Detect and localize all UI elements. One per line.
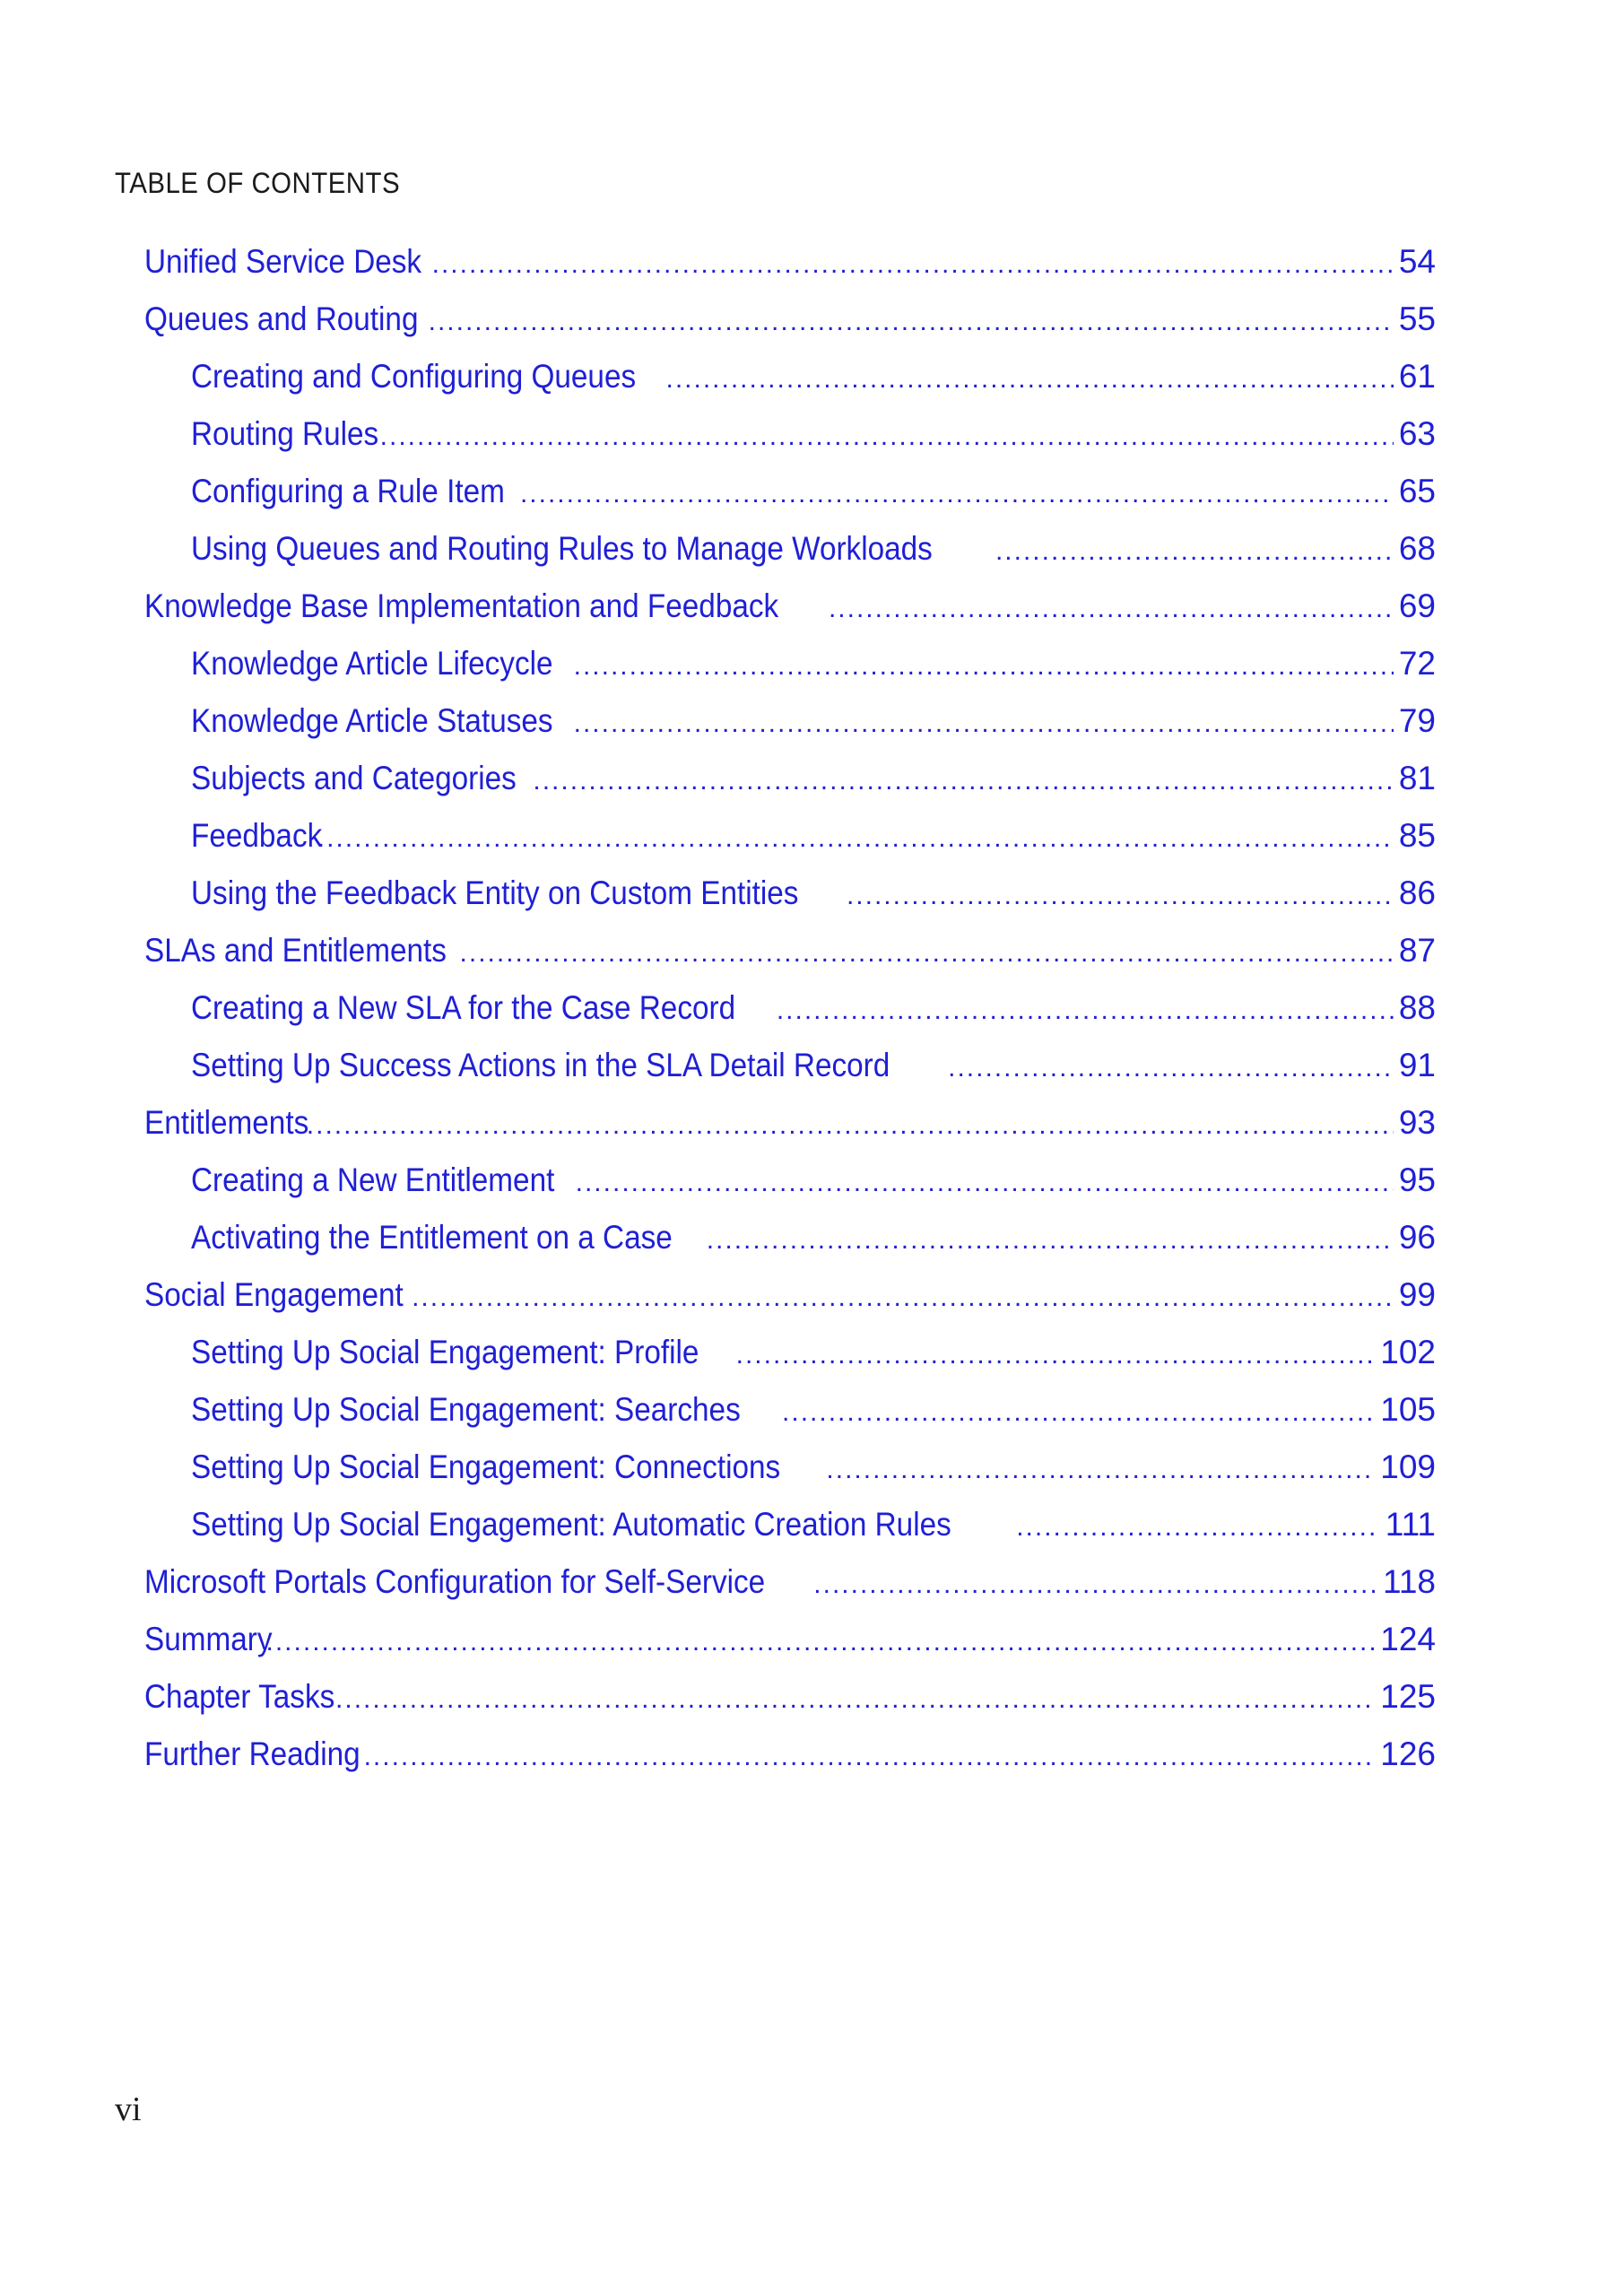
dot-leader (948, 1039, 1394, 1097)
toc-entry[interactable] (144, 1611, 1436, 1668)
toc-entry-page: 125 (1380, 1678, 1436, 1715)
toc-entry-page: 72 (1398, 645, 1436, 682)
toc-entry-title: SLAs and Entitlements (144, 932, 447, 969)
toc-entry[interactable] (144, 1266, 1436, 1324)
dot-leader (666, 351, 1394, 408)
toc-entry-title: Social Engagement (144, 1276, 404, 1313)
toc-entry-page: 69 (1398, 587, 1436, 624)
dot-leader (307, 1097, 1394, 1154)
toc-entry-page: 55 (1398, 300, 1436, 337)
toc-subentry[interactable] (144, 1324, 1436, 1381)
toc-entry-title: Unified Service Desk (144, 243, 422, 280)
toc-entry-page: 61 (1398, 358, 1436, 395)
toc-entry-title: Activating the Entitlement on a Case (191, 1219, 673, 1256)
toc-entry[interactable] (144, 291, 1436, 348)
toc-subentry[interactable] (144, 405, 1436, 463)
toc-subentry[interactable] (144, 1037, 1436, 1094)
toc-entry-title: Summary (144, 1621, 273, 1657)
dot-leader (829, 580, 1394, 638)
toc-entry-title: Setting Up Social Engagement: Connections (191, 1448, 781, 1485)
toc-entry-page: 95 (1398, 1161, 1436, 1198)
toc-entry-page: 105 (1380, 1391, 1436, 1428)
toc-entry-title: Knowledge Article Statuses (191, 702, 553, 739)
toc-entry-page: 81 (1398, 760, 1436, 796)
toc-subentry[interactable] (144, 692, 1436, 750)
toc-entry-title: Feedback (191, 817, 323, 854)
toc-entry-title: Creating a New Entitlement (191, 1161, 555, 1198)
toc-subentry[interactable] (144, 1381, 1436, 1439)
toc-subentry[interactable] (144, 750, 1436, 807)
toc-entry-page: 85 (1398, 817, 1436, 854)
toc-entry-page: 86 (1398, 874, 1436, 911)
toc-entry-page: 102 (1380, 1334, 1436, 1370)
toc-subentry[interactable] (144, 1439, 1436, 1496)
dot-leader (364, 1728, 1376, 1786)
toc-entry-page: 87 (1398, 932, 1436, 969)
dot-leader (412, 1269, 1394, 1326)
toc-entry-page: 93 (1398, 1104, 1436, 1141)
dot-leader (317, 810, 1394, 867)
toc-entry-page: 91 (1398, 1047, 1436, 1083)
dot-leader (432, 236, 1394, 293)
toc-subentry[interactable] (144, 348, 1436, 405)
toc-entry-title: Routing Rules (191, 415, 379, 452)
dot-leader (460, 925, 1394, 982)
dot-leader (777, 982, 1394, 1039)
toc-subentry[interactable] (144, 1152, 1436, 1209)
toc-entry-title: Microsoft Portals Configuration for Self-Service (144, 1563, 766, 1600)
dot-leader (574, 638, 1394, 695)
toc-entry-page: 63 (1398, 415, 1436, 452)
toc-entry-page: 99 (1398, 1276, 1436, 1313)
toc-entry-page: 68 (1398, 530, 1436, 567)
page-number: vi (115, 2091, 142, 2128)
dot-leader (847, 867, 1394, 925)
toc-entry-title: Setting Up Success Actions in the SLA Detail Record (191, 1047, 890, 1083)
toc-subentry[interactable] (144, 520, 1436, 578)
toc-entry-title: Subjects and Categories (191, 760, 517, 796)
toc-entry-title: Knowledge Article Lifecycle (191, 645, 553, 682)
toc-subentry[interactable] (144, 1209, 1436, 1266)
toc-entry-page: 79 (1398, 702, 1436, 739)
toc-subentry[interactable] (144, 865, 1436, 922)
toc-entry[interactable] (144, 233, 1436, 291)
dot-leader (826, 1441, 1375, 1499)
dot-leader (380, 408, 1394, 465)
toc-subentry[interactable] (144, 463, 1436, 520)
toc-subentry[interactable] (144, 1496, 1436, 1553)
toc-subentry[interactable] (144, 807, 1436, 865)
toc-entry-page: 118 (1383, 1563, 1436, 1600)
dot-leader (335, 1671, 1375, 1728)
toc-entry[interactable] (144, 1726, 1436, 1783)
toc-entry-title: Setting Up Social Engagement: Searches (191, 1391, 741, 1428)
toc-entry[interactable] (144, 1668, 1436, 1726)
running-head: TABLE OF CONTENTS (115, 167, 401, 199)
toc-entry[interactable] (144, 922, 1436, 979)
toc-entry[interactable] (144, 578, 1436, 635)
toc-entry-title: Using Queues and Routing Rules to Manage Workloads (191, 530, 933, 567)
dot-leader (533, 752, 1393, 810)
toc-entry-title: Setting Up Social Engagement: Profile (191, 1334, 699, 1370)
dot-leader (813, 1556, 1377, 1613)
toc-entry[interactable] (144, 1553, 1436, 1611)
toc-entry-title: Entitlements (144, 1104, 309, 1141)
dot-leader (707, 1212, 1394, 1269)
toc-entry-page: 65 (1398, 473, 1436, 509)
toc-entry-page: 96 (1398, 1219, 1436, 1256)
toc-entry-page: 111 (1385, 1506, 1436, 1543)
dot-leader (736, 1326, 1376, 1384)
toc-entry-title: Further Reading (144, 1735, 360, 1772)
dot-leader (574, 695, 1394, 752)
dot-leader (520, 465, 1394, 523)
toc-entry-page: 126 (1380, 1735, 1436, 1772)
table-of-contents (144, 233, 1436, 1783)
dot-leader (782, 1384, 1375, 1441)
toc-entry-title: Using the Feedback Entity on Custom Entities (191, 874, 799, 911)
toc-entry-page: 124 (1380, 1621, 1436, 1657)
toc-entry-page: 54 (1398, 243, 1436, 280)
toc-subentry[interactable] (144, 979, 1436, 1037)
toc-entry-title: Queues and Routing (144, 300, 419, 337)
toc-subentry[interactable] (144, 635, 1436, 692)
dot-leader (1016, 1499, 1380, 1556)
toc-entry-page: 109 (1380, 1448, 1436, 1485)
toc-entry-title: Chapter Tasks (144, 1678, 335, 1715)
toc-entry-title: Creating and Configuring Queues (191, 358, 637, 395)
toc-entry-title: Setting Up Social Engagement: Automatic Creation Rules (191, 1506, 951, 1543)
toc-entry-title: Creating a New SLA for the Case Record (191, 989, 736, 1026)
toc-entry-title: Configuring a Rule Item (191, 473, 505, 509)
toc-entry-title: Knowledge Base Implementation and Feedback (144, 587, 779, 624)
dot-leader (995, 523, 1394, 580)
dot-leader (576, 1154, 1394, 1212)
dot-leader (429, 293, 1394, 351)
toc-entry[interactable] (144, 1094, 1436, 1152)
dot-leader (266, 1613, 1376, 1671)
toc-entry-page: 88 (1398, 989, 1436, 1026)
